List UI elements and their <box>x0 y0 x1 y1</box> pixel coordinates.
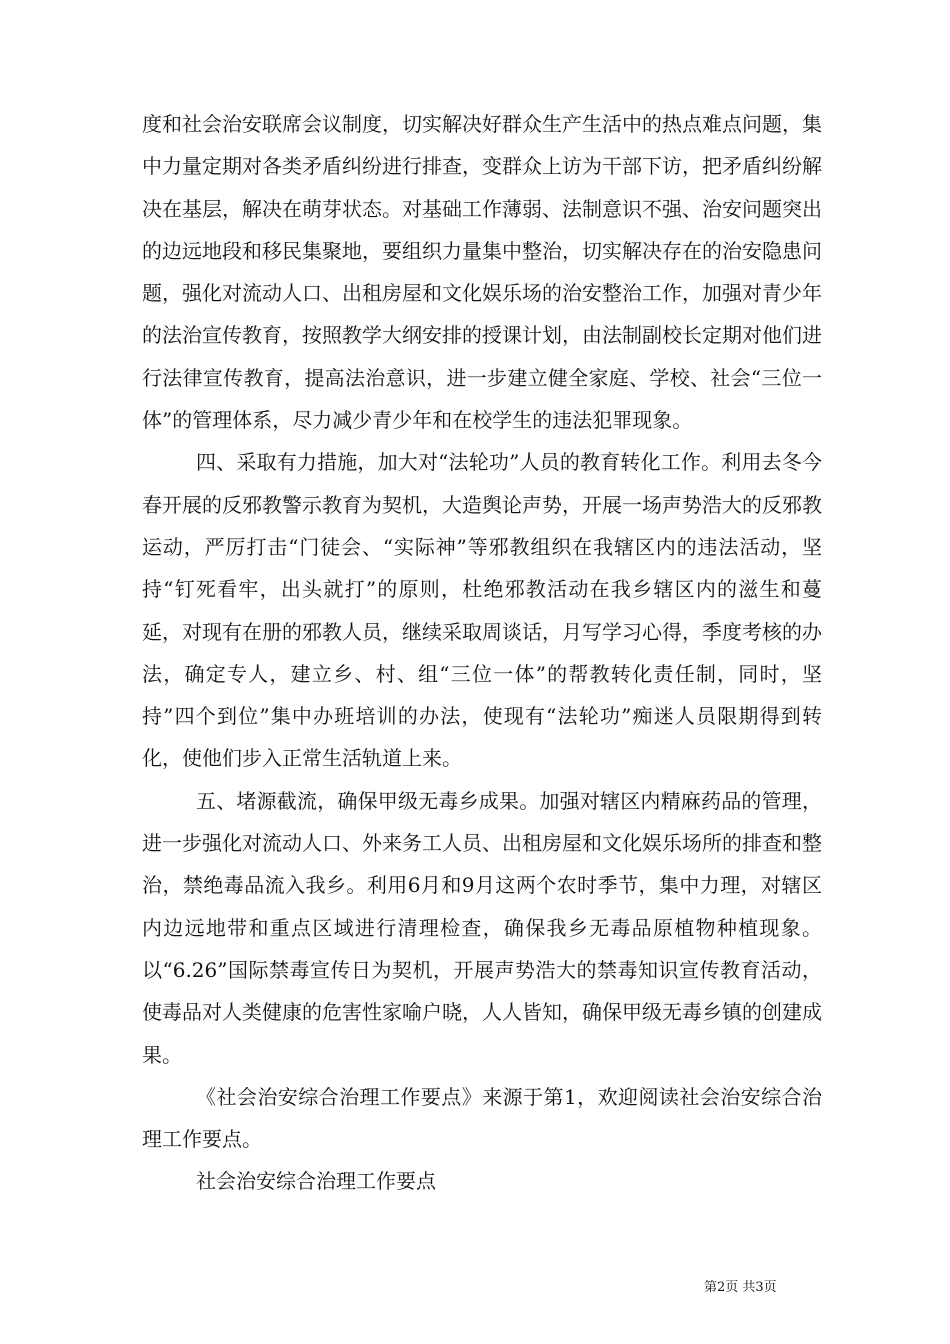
paragraph-title-repeat: 社会治安综合治理工作要点 <box>196 1169 436 1194</box>
paragraph-section-five: 五、堵源截流，确保甲级无毒乡成果。加强对辖区内精麻药品的管理，进一步强化对流动人口、外来务工人员、出租房屋和文化娱乐场所的排查和整治，禁绝毒品流入我乡。利用6月和9月这两个农时季节，集中力理，对辖区内边远地带和重点区域进行清理检查，确保我乡无毒品原植物种植现象。以“6.26”国际禁毒宣传日为契机，开展声势浩大的禁毒知识宣传教育活动，使毒品对人类健康的危害性家喻户晓，人人皆知，确保甲级无毒乡镇的创建成果。 <box>142 788 822 1067</box>
paragraph-continued: 度和社会治安联席会议制度，切实解决好群众生产生活中的热点难点问题，集中力量定期对各类矛盾纠纷进行排查，变群众上访为干部下访，把矛盾纠纷解决在基层，解决在萌芽状态。对基础工作薄弱、法制意识不强、治安问题突出的边远地段和移民集聚地，要组织力量集中整治，切实解决存在的治安隐患问题，强化对流动人口、出租房屋和文化娱乐场的治安整治工作，加强对青少年的法治宣传教育，按照教学大纲安排的授课计划，由法制副校长定期对他们进行法律宣传教育，提高法治意识，进一步建立健全家庭、学校、社会“三位一体”的管理体系，尽力减少青少年和在校学生的违法犯罪现象。 <box>142 112 822 433</box>
paragraph-source-note: 《社会治安综合治理工作要点》来源于第1，欢迎阅读社会治安综合治理工作要点。 <box>142 1084 822 1152</box>
paragraph-section-four: 四、采取有力措施，加大对“法轮功”人员的教育转化工作。利用去冬今春开展的反邪教警示教育为契机，大造舆论声势，开展一场声势浩大的反邪教运动，严厉打击“门徒会、“实际神”等邪教组织在我辖区内的违法活动，坚持“钉死看牢，出头就打”的原则，杜绝邪教活动在我乡辖区内的滋生和蔓延，对现有在册的邪教人员，继续采取周谈话，月写学习心得，季度考核的办法，确定专人，建立乡、村、组“三位一体”的帮教转化责任制，同时，坚持”四个到位”集中办班培训的办法，使现有“法轮功”痴迷人员限期得到转化，使他们步入正常生活轨道上来。 <box>142 450 822 771</box>
page-number-footer: 第2页 共3页 <box>704 1280 777 1295</box>
document-body <box>142 103 822 1203</box>
